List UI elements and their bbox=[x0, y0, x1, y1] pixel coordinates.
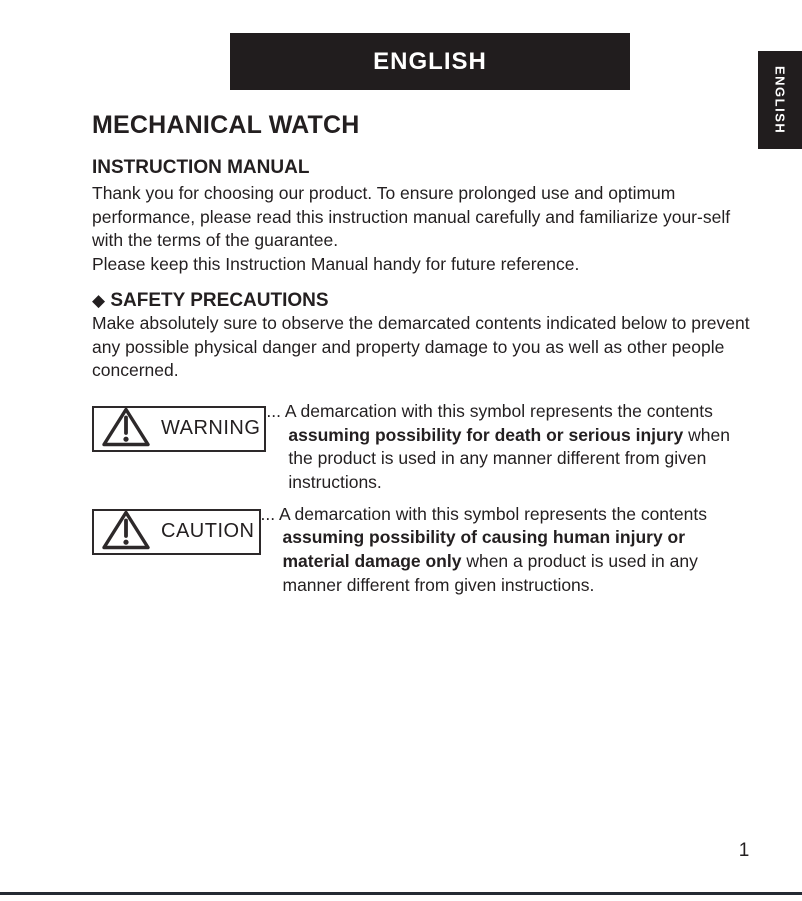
warning-text-before: A demarcation with this symbol represents the contents bbox=[284, 400, 713, 421]
warning-triangle-icon bbox=[100, 406, 152, 453]
caution-text-after: when a product is used in any manner different from given instructions. bbox=[282, 551, 698, 595]
caution-dots: ... bbox=[260, 503, 279, 524]
warning-dots: ... bbox=[266, 400, 285, 421]
caution-box bbox=[92, 509, 261, 555]
caution-description bbox=[261, 503, 751, 598]
diamond-bullet-icon: ◆ bbox=[92, 290, 106, 310]
caution-text-before: A demarcation with this symbol represents the contents bbox=[278, 503, 707, 524]
caution-row bbox=[92, 503, 750, 598]
intro-paragraph: Thank you for choosing our product. To ensure prolonged use and optimum performance, please read this instruction manual carefully and familiarize your-self with the terms of the guarantee. bbox=[92, 183, 731, 251]
safety-precautions-label: SAFETY PRECAUTIONS bbox=[110, 289, 329, 311]
warning-box bbox=[92, 406, 266, 452]
caution-label: CAUTION bbox=[161, 520, 255, 543]
keep-manual-paragraph: Please keep this Instruction Manual handy for future reference. bbox=[92, 254, 580, 275]
bottom-divider bbox=[0, 892, 802, 895]
caution-triangle-icon bbox=[100, 509, 152, 556]
warning-text-bold: assuming possibility for death or serious injury bbox=[288, 424, 684, 445]
page-title: MECHANICAL WATCH bbox=[92, 111, 360, 139]
warning-description bbox=[266, 400, 750, 495]
language-banner-label: ENGLISH bbox=[373, 47, 487, 75]
instruction-manual-heading: INSTRUCTION MANUAL bbox=[92, 157, 310, 178]
caution-text-bold: assuming possibility of causing human injury or material damage only bbox=[282, 527, 686, 572]
page-number: 1 bbox=[738, 840, 750, 861]
language-side-tab-label: ENGLISH bbox=[772, 65, 788, 135]
page-content bbox=[92, 112, 750, 598]
warning-row bbox=[92, 400, 750, 495]
safety-precautions-heading bbox=[92, 289, 750, 312]
safety-body-paragraph: Make absolutely sure to observe the demarcated contents indicated below to prevent any possible physical danger and property damage to you as well as other people concerned. bbox=[92, 312, 750, 381]
language-side-tab bbox=[758, 51, 802, 149]
language-banner bbox=[230, 33, 630, 90]
warning-label: WARNING bbox=[161, 417, 261, 440]
warning-text-after: when the product is used in any manner different from given instructions. bbox=[288, 424, 730, 493]
